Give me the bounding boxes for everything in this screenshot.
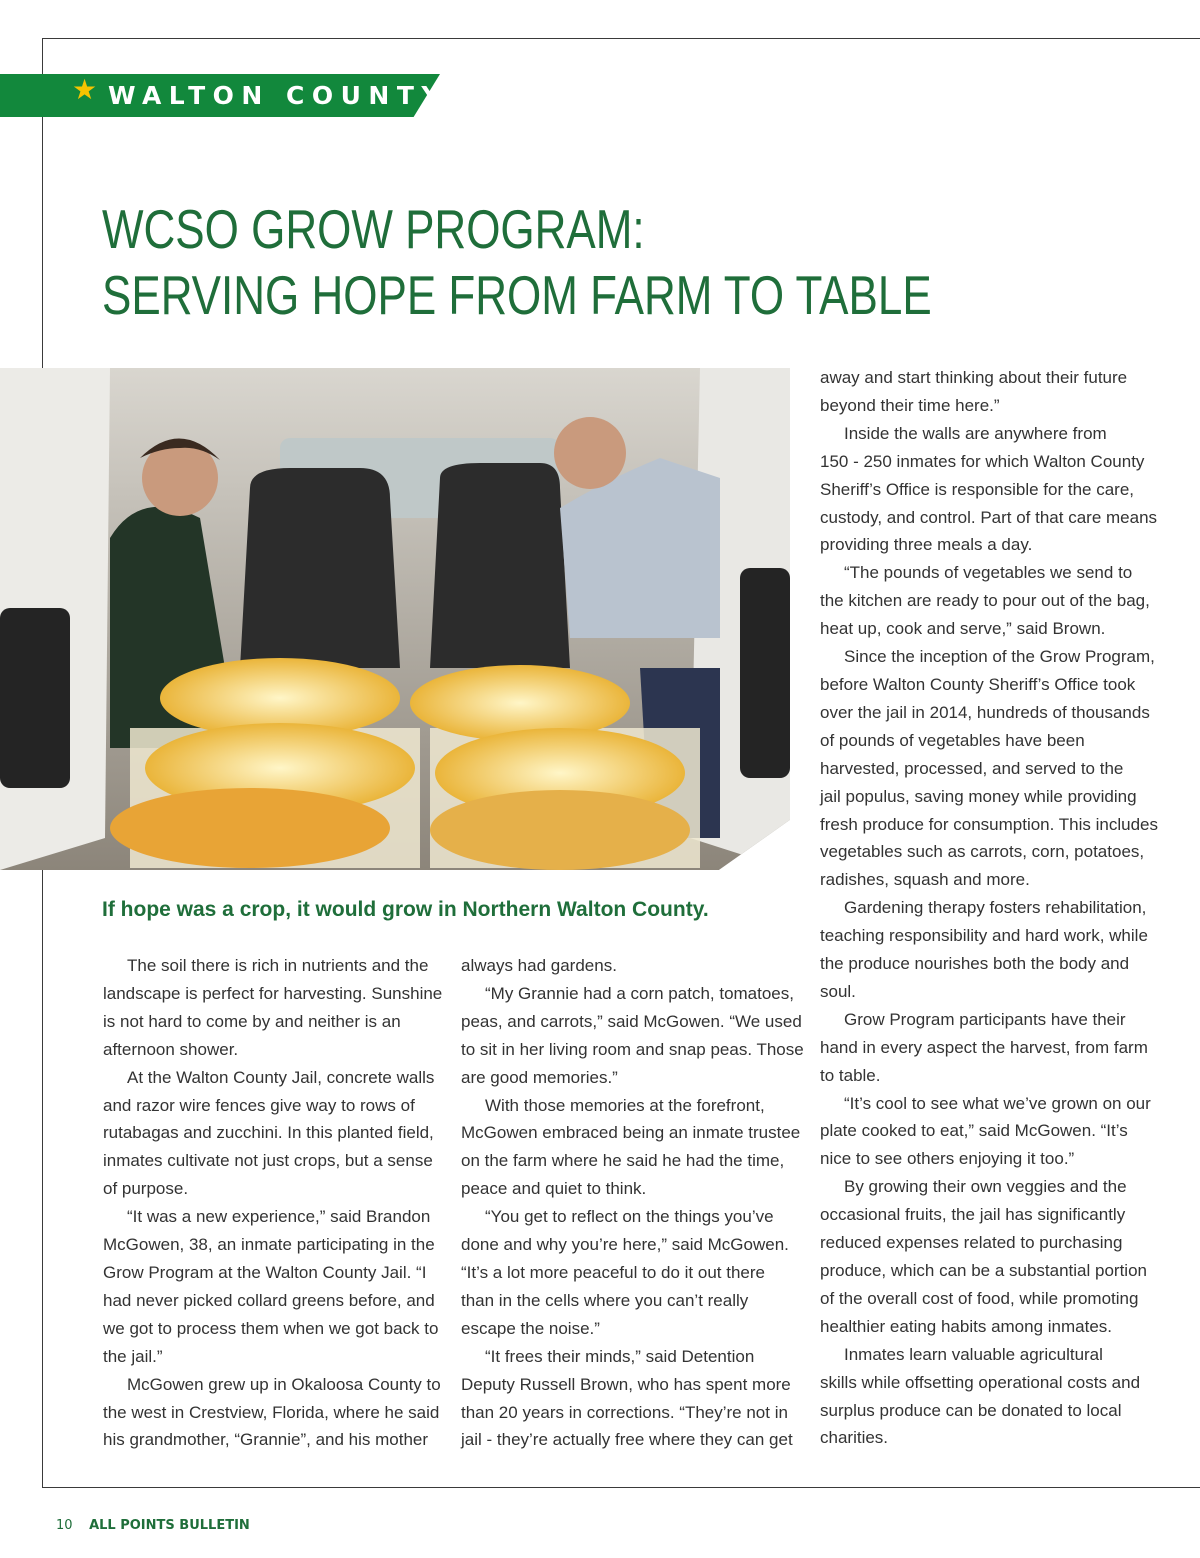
text-line: escape the noise.” bbox=[461, 1318, 600, 1338]
article-column-3 bbox=[820, 364, 1160, 1452]
text-line: Sheriff’s Office is responsible for the care, bbox=[820, 479, 1135, 499]
text-line: jail populus, saving money while providing bbox=[820, 786, 1137, 806]
text-line: afternoon shower. bbox=[103, 1039, 239, 1059]
text-line: the kitchen are ready to pour out of the bag, bbox=[820, 591, 1150, 611]
text-line: teaching responsibility and hard work, while bbox=[820, 926, 1148, 946]
article-column-1 bbox=[103, 952, 443, 1454]
text-line: Gardening therapy fosters rehabilitation, bbox=[844, 898, 1147, 918]
text-line: Inside the walls are anywhere from bbox=[844, 423, 1107, 443]
section-label: WALTON COUNTY bbox=[108, 81, 448, 110]
text-line: providing three meals a day. bbox=[820, 535, 1033, 555]
text-line: 150 - 250 inmates for which Walton County bbox=[820, 451, 1145, 471]
publication-name: ALL POINTS BULLETIN bbox=[89, 1518, 250, 1533]
text-line: the jail.” bbox=[103, 1346, 163, 1366]
title-line-1: WCSO GROW PROGRAM: bbox=[102, 198, 645, 260]
text-line: skills while offsetting operational costs and bbox=[820, 1372, 1141, 1392]
text-line: peas, and carrots,” said McGowen. “We used bbox=[461, 1011, 802, 1031]
text-line: nice to see others enjoying it too.” bbox=[820, 1149, 1075, 1169]
text-line: “You get to reflect on the things you’ve bbox=[485, 1207, 774, 1227]
text-line: vegetables such as carrots, corn, potatoes, bbox=[820, 842, 1145, 862]
text-line: heat up, cook and serve,” said Brown. bbox=[820, 619, 1106, 639]
text-line: “It’s a lot more peaceful to do it out there bbox=[461, 1262, 765, 1282]
text-line: harvested, processed, and served to the bbox=[820, 758, 1124, 778]
text-line: to sit in her living room and snap peas. Those bbox=[461, 1039, 804, 1059]
text-line: his grandmother, “Grannie”, and his mother bbox=[103, 1430, 429, 1450]
text-line: plate cooked to eat,” said McGowen. “It’s bbox=[820, 1121, 1128, 1141]
text-line: “It’s cool to see what we’ve grown on our bbox=[844, 1093, 1151, 1113]
text-line: soul. bbox=[820, 981, 856, 1001]
frame-left-rule-lower bbox=[42, 868, 43, 1488]
text-line: occasional fruits, the jail has significantly bbox=[820, 1205, 1126, 1225]
feature-photo bbox=[0, 368, 790, 870]
text-line: before Walton County Sheriff’s Office took bbox=[820, 674, 1136, 694]
text-line: on the farm where he said he had the time, bbox=[461, 1151, 785, 1171]
text-line: had never picked collard greens before, and bbox=[103, 1290, 435, 1310]
text-line: peace and quiet to think. bbox=[461, 1179, 647, 1199]
title-line-2: SERVING HOPE FROM FARM TO TABLE bbox=[102, 264, 932, 326]
text-line: beyond their time here.” bbox=[820, 395, 1000, 415]
text-line: “My Grannie had a corn patch, tomatoes, bbox=[485, 983, 794, 1003]
text-line: than 20 years in corrections. “They’re not in bbox=[461, 1402, 788, 1422]
article-subhead: If hope was a crop, it would grow in Northern Walton County. bbox=[102, 898, 709, 921]
text-line: “It frees their minds,” said Detention bbox=[485, 1346, 755, 1366]
text-line: landscape is perfect for harvesting. Sunshine bbox=[103, 983, 443, 1003]
text-line: done and why you’re here,” said McGowen. bbox=[461, 1235, 789, 1255]
text-line: “The pounds of vegetables we send to bbox=[844, 563, 1133, 583]
text-line: Inmates learn valuable agricultural bbox=[844, 1344, 1103, 1364]
text-line: the produce nourishes both the body and bbox=[820, 954, 1130, 974]
page-title bbox=[102, 196, 932, 328]
frame-top-rule bbox=[42, 38, 1200, 39]
text-line: custody, and control. Part of that care means bbox=[820, 507, 1158, 527]
text-line: healthier eating habits among inmates. bbox=[820, 1316, 1113, 1336]
text-line: hand in every aspect the harvest, from farm bbox=[820, 1037, 1148, 1057]
text-line: McGowen grew up in Okaloosa County to bbox=[127, 1374, 441, 1394]
text-line: “It was a new experience,” said Brandon bbox=[127, 1207, 431, 1227]
text-line: we got to process them when we got back to bbox=[103, 1318, 439, 1338]
text-line: always had gardens. bbox=[461, 956, 617, 975]
text-line: rutabagas and zucchini. In this planted field, bbox=[103, 1123, 434, 1143]
text-line: reduced expenses related to purchasing bbox=[820, 1233, 1123, 1253]
text-line: over the jail in 2014, hundreds of thousands bbox=[820, 702, 1150, 722]
text-line: inmates cultivate not just crops, but a sense bbox=[103, 1151, 433, 1171]
text-line: jail - they’re actually free where they can get bbox=[461, 1430, 793, 1450]
text-line: Grow Program at the Walton County Jail. “I bbox=[103, 1262, 427, 1282]
text-line: away and start thinking about their future bbox=[820, 368, 1128, 387]
article-column-2 bbox=[461, 952, 804, 1454]
text-line: of pounds of vegetables have been bbox=[820, 730, 1085, 750]
text-line: of the overall cost of food, while promoting bbox=[820, 1288, 1139, 1308]
text-line: fresh produce for consumption. This includes bbox=[820, 814, 1158, 834]
text-line: surplus produce can be donated to local bbox=[820, 1400, 1122, 1420]
text-line: charities. bbox=[820, 1428, 889, 1448]
text-line: than in the cells where you can’t really bbox=[461, 1290, 749, 1310]
text-line: and razor wire fences give way to rows of bbox=[103, 1095, 415, 1115]
text-line: By growing their own veggies and the bbox=[844, 1177, 1127, 1197]
page-number: 10 bbox=[56, 1518, 73, 1533]
text-line: With those memories at the forefront, bbox=[485, 1095, 765, 1115]
text-line: radishes, squash and more. bbox=[820, 870, 1030, 890]
text-line: At the Walton County Jail, concrete walls bbox=[127, 1067, 435, 1087]
text-line: of purpose. bbox=[103, 1179, 189, 1199]
text-line: Grow Program participants have their bbox=[844, 1009, 1126, 1029]
text-line: is not hard to come by and neither is an bbox=[103, 1011, 401, 1031]
text-line: McGowen, 38, an inmate participating in the bbox=[103, 1235, 435, 1255]
star-icon: ★ bbox=[72, 74, 98, 105]
text-line: Deputy Russell Brown, who has spent more bbox=[461, 1374, 791, 1394]
text-line: to table. bbox=[820, 1065, 881, 1085]
text-line: Since the inception of the Grow Program, bbox=[844, 647, 1155, 667]
text-line: McGowen embraced being an inmate trustee bbox=[461, 1123, 801, 1143]
text-line: the west in Crestview, Florida, where he said bbox=[103, 1402, 440, 1422]
text-line: The soil there is rich in nutrients and the bbox=[127, 956, 429, 975]
page-footer bbox=[56, 1517, 250, 1535]
text-line: are good memories.” bbox=[461, 1067, 618, 1087]
text-line: produce, which can be a substantial portion bbox=[820, 1261, 1147, 1280]
photo-van-squash bbox=[0, 368, 790, 870]
frame-bottom-rule bbox=[42, 1487, 1200, 1488]
